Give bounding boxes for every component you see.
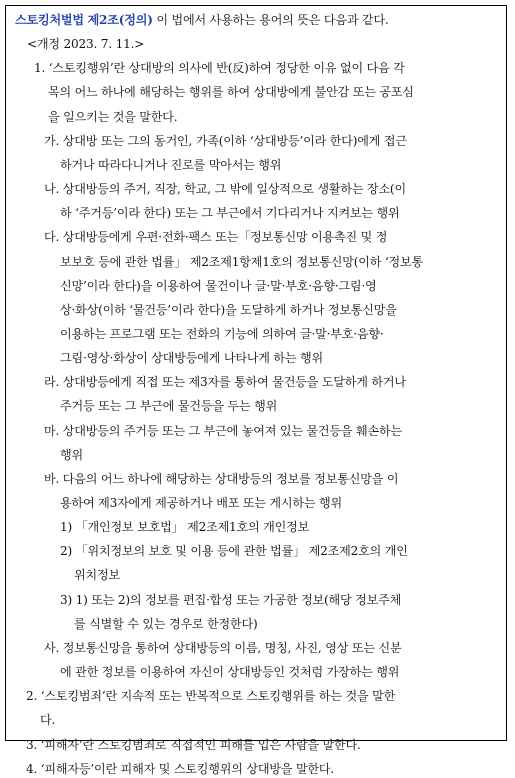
subitem-ra-line: 주거등 또는 그 부근에 물건등을 두는 행위: [60, 399, 278, 414]
subitem-da-line: 신망’이라 한다)을 이용하여 물건이나 글·말·부호·음향·그림·영: [60, 278, 377, 293]
item-2-line: 다.: [40, 713, 56, 728]
subitem-ba-2: 위치정보: [74, 568, 120, 583]
article-intro: 이 법에서 사용하는 용어의 뜻은 다음과 같다.: [156, 13, 389, 27]
item-1-line: 을 일으키는 것을 말한다.: [48, 109, 178, 124]
article-heading: [15, 11, 389, 29]
law-name: 스토킹처벌법: [15, 13, 84, 27]
item-1-line: 목의 어느 하나에 해당하는 행위를 하여 상대방에게 불안감 또는 공포심: [48, 85, 414, 100]
subitem-ma-line: 마. 상대방등의 주거등 또는 그 부근에 놓여져 있는 물건등을 훼손하는: [44, 423, 402, 438]
item-4-line: 4. ‘피해자등’이란 피해자 및 스토킹행위의 상대방을 말한다.: [26, 761, 335, 776]
subitem-ba-2: 2) 「위치정보의 보호 및 이용 등에 관한 법률」 제2조제2호의 개인: [60, 544, 408, 559]
subitem-ga-line: 하거나 따라다니거나 진로를 막아서는 행위: [60, 157, 282, 172]
subitem-ba-3: 를 식별할 수 있는 경우로 한정한다): [74, 616, 258, 631]
subitem-da-line: 상·화상(이하 ‘물건등’이라 한다)을 도달하게 하거나 정보통신망을: [60, 302, 397, 317]
statute-document: [5, 5, 507, 776]
subitem-ma-line: 행위: [60, 447, 83, 462]
subitem-sa-line: 에 관한 정보를 이용하여 자신이 상대방등인 것처럼 가장하는 행위: [60, 665, 400, 680]
item-3-line: 3. ‘피해자’란 스토킹범죄로 직접적인 피해를 입은 사람을 말한다.: [26, 737, 361, 752]
subitem-ra-line: 라. 상대방등에게 직접 또는 제3자를 통하여 물건등을 도달하게 하거나: [44, 375, 406, 390]
subitem-sa-line: 사. 정보통신망을 통하여 상대방등의 이름, 명칭, 사진, 영상 또는 신분: [44, 640, 402, 655]
subitem-da-line: 이용하는 프로그램 또는 전화의 기능에 의하여 글·말·부호·음향·: [60, 326, 384, 341]
subitem-ba-line: 용하여 제3자에게 제공하거나 배포 또는 게시하는 행위: [60, 496, 342, 510]
subitem-ba-3: 3) 1) 또는 2)의 정보를 편집·합성 또는 가공한 정보(해당 정보주체: [60, 592, 402, 607]
subitem-da-line: 다. 상대방등에게 우편·전화·팩스 또는「정보통신망 이용촉진 및 정: [44, 230, 388, 245]
article-number: 제2조(정의): [87, 13, 153, 27]
subitem-ba-line: 바. 다음의 어느 하나에 해당하는 상대방등의 정보를 정보통신망을 이: [44, 471, 399, 486]
item-2-line: 2. ‘스토킹범죄’란 지속적 또는 반복적으로 스토킹행위를 하는 것을 말한: [26, 689, 396, 704]
subitem-da-line: 그림·영상·화상이 상대방등에게 나타나게 하는 행위: [60, 351, 323, 366]
subitem-na-line: 나. 상대방등의 주거, 직장, 학교, 그 밖에 일상적으로 생활하는 장소(이: [44, 182, 406, 197]
subitem-ga-line: 가. 상대방 또는 그의 동거인, 가족(이하 ‘상대방등’이라 한다)에게 접근: [44, 133, 407, 148]
amendment-note: <개정 2023. 7. 11.>: [27, 37, 145, 52]
subitem-na-line: 하 ‘주거등’이라 한다) 또는 그 부근에서 기다리거나 지켜보는 행위: [60, 206, 400, 221]
subitem-ba-1: 1) 「개인정보 보호법」 제2조제1호의 개인정보: [60, 520, 310, 535]
item-1-line: 1. ‘스토킹행위’란 상대방의 의사에 반(反)하여 정당한 이유 없이 다음 각: [34, 61, 405, 76]
subitem-da-line: 보보호 등에 관한 법률」 제2조제1항제1호의 정보통신망(이하 ‘정보통: [60, 254, 423, 269]
